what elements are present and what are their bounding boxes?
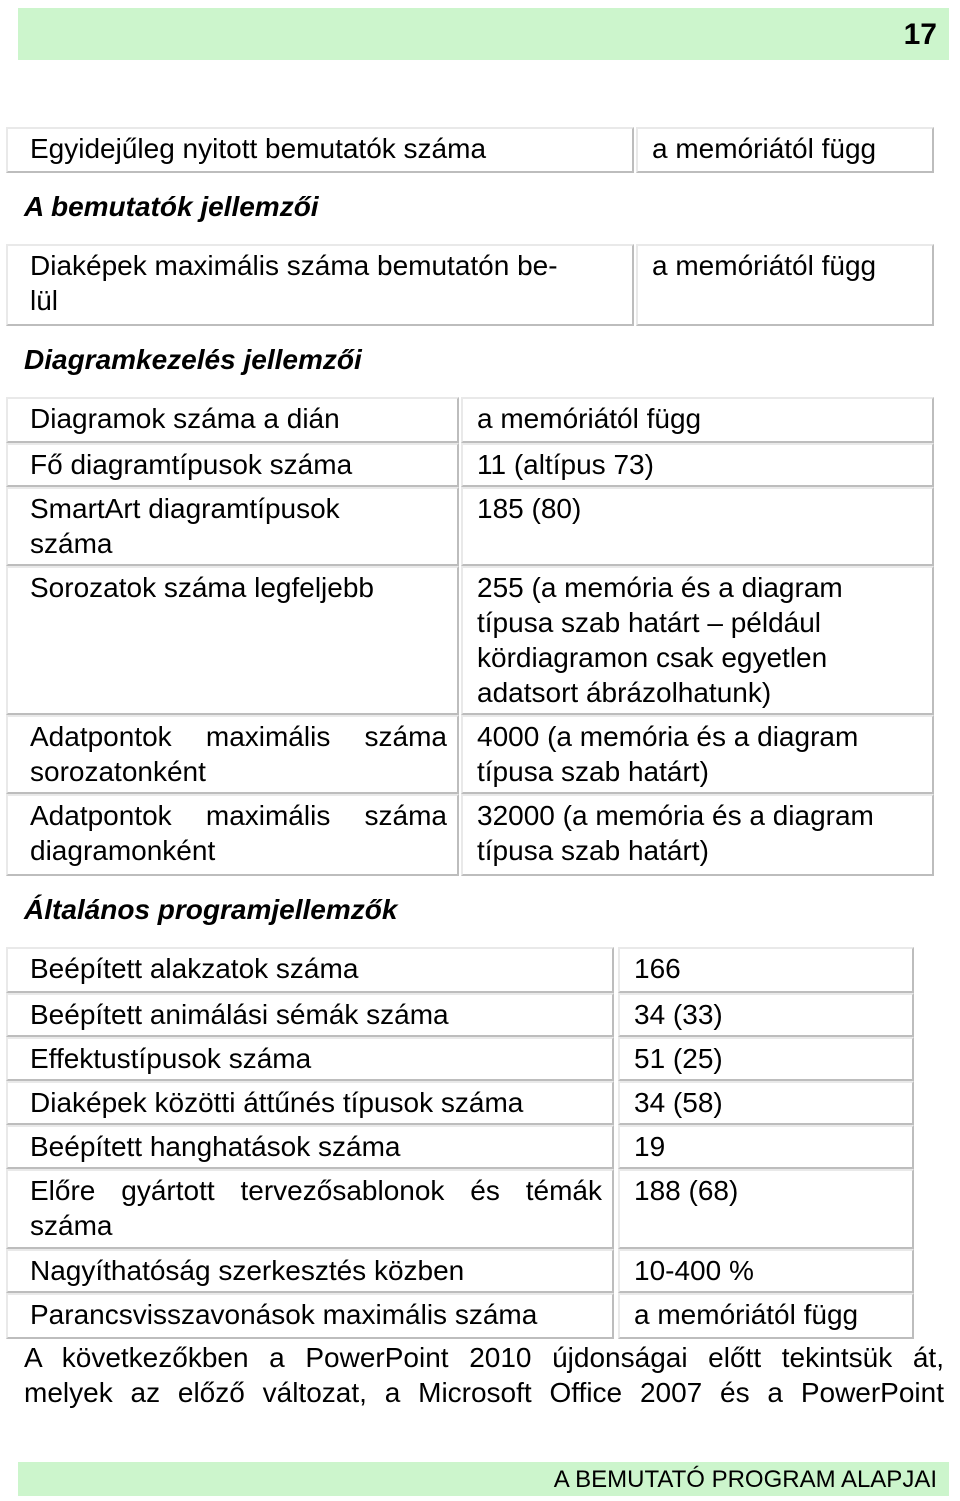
row-label: SmartArt diagramtípusok száma [30, 493, 340, 559]
row-value: 166 [634, 953, 681, 984]
table-row [6, 947, 614, 993]
table-row-value [461, 397, 934, 443]
section1-label-cell [6, 244, 634, 326]
section-heading-charts: Diagramkezelés jellemzői [24, 344, 362, 375]
body-paragraph [24, 1340, 944, 1410]
row-label: Előre gyártott tervezősablonok és témák száma [30, 1175, 602, 1241]
row-label: Adatpontok maximális száma diagramonként [30, 800, 447, 866]
table-row [6, 566, 459, 715]
table-row [6, 794, 459, 876]
table-row-value [618, 1081, 914, 1125]
row-value: 10-400 % [634, 1255, 754, 1286]
table-row-value [461, 443, 934, 487]
row-value: 32000 (a memória és a diagram típusa szab határt) [477, 800, 874, 866]
row-label: Diagramok száma a dián [30, 403, 340, 434]
table-row-value [461, 566, 934, 715]
section-heading-presentations: A bemutatók jellemzői [24, 191, 319, 222]
row-label: Parancsvisszavonások maximális száma [30, 1299, 538, 1330]
row-value: 19 [634, 1131, 666, 1162]
table-row [6, 1125, 614, 1169]
table1-label-cell [6, 127, 634, 173]
table-row-value [618, 1249, 914, 1293]
section1-label: Diaképek maximális száma bemutatón be- [30, 250, 558, 281]
table1-value: a memóriától függ [652, 133, 877, 164]
table-row [6, 1037, 614, 1081]
table1-value-cell [636, 127, 934, 173]
row-label: Fő diagramtípusok száma [30, 449, 353, 480]
page-number: 17 [903, 18, 937, 51]
row-label: Adatpontok maximális száma sorozatonként [30, 721, 447, 787]
table-row [6, 1169, 614, 1249]
row-label: Beépített alakzatok száma [30, 953, 359, 984]
row-label: Beépített hanghatások száma [30, 1131, 401, 1162]
table-row-value [618, 1293, 914, 1339]
section1-label-cont: lül [30, 285, 59, 316]
paragraph-line: A következőkben a PowerPoint 2010 újdonságai előtt tekintsük át, [24, 1342, 944, 1373]
page-footer [18, 1462, 949, 1496]
section1-value-cell [636, 244, 934, 326]
row-label: Nagyíthatóság szerkesztés közben [30, 1255, 465, 1286]
row-label: Beépített animálási sémák száma [30, 999, 449, 1030]
table-row-value [461, 794, 934, 876]
section-heading-general: Általános programjellemzők [24, 894, 398, 925]
row-value: 51 (25) [634, 1043, 723, 1074]
row-value: a memóriától függ [477, 403, 702, 434]
row-value: 11 (altípus 73) [477, 449, 654, 480]
table-row-value [618, 1125, 914, 1169]
table-row-value [461, 487, 934, 566]
table-row [6, 1293, 614, 1339]
paragraph-line: melyek az előző változat, a Microsoft Office 2007 és a PowerPoint [24, 1377, 944, 1408]
table-row-value [618, 1169, 914, 1249]
table-row [6, 487, 459, 566]
row-value: 4000 (a memória és a diagram típusa szab határt) [477, 721, 859, 787]
row-label: Diaképek közötti áttűnés típusok száma [30, 1087, 524, 1118]
row-value: 188 (68) [634, 1175, 739, 1206]
row-label: Effektustípusok száma [30, 1043, 312, 1074]
page-header [18, 8, 949, 60]
table-row [6, 443, 459, 487]
row-value: 185 (80) [477, 493, 582, 524]
table-row [6, 715, 459, 794]
table1-label: Egyidejűleg nyitott bemutatók száma [30, 133, 487, 164]
table-row [6, 1081, 614, 1125]
row-value: 34 (33) [634, 999, 723, 1030]
table-row [6, 1249, 614, 1293]
table-row-value [618, 993, 914, 1037]
row-value: a memóriától függ [634, 1299, 859, 1330]
section1-value: a memóriától függ [652, 250, 877, 281]
footer-title: A BEMUTATÓ PROGRAM ALAPJAI [553, 1466, 937, 1493]
table-row-value [618, 1037, 914, 1081]
table-row [6, 993, 614, 1037]
table-row-value [461, 715, 934, 794]
table-row [6, 397, 459, 443]
row-value: 255 (a memória és a diagram típusa szab határt – például kördiagramon csak egyetlen adatsort ábrázolhatunk) [477, 572, 843, 708]
row-value: 34 (58) [634, 1087, 723, 1118]
table-row-value [618, 947, 914, 993]
row-label: Sorozatok száma legfeljebb [30, 572, 374, 603]
